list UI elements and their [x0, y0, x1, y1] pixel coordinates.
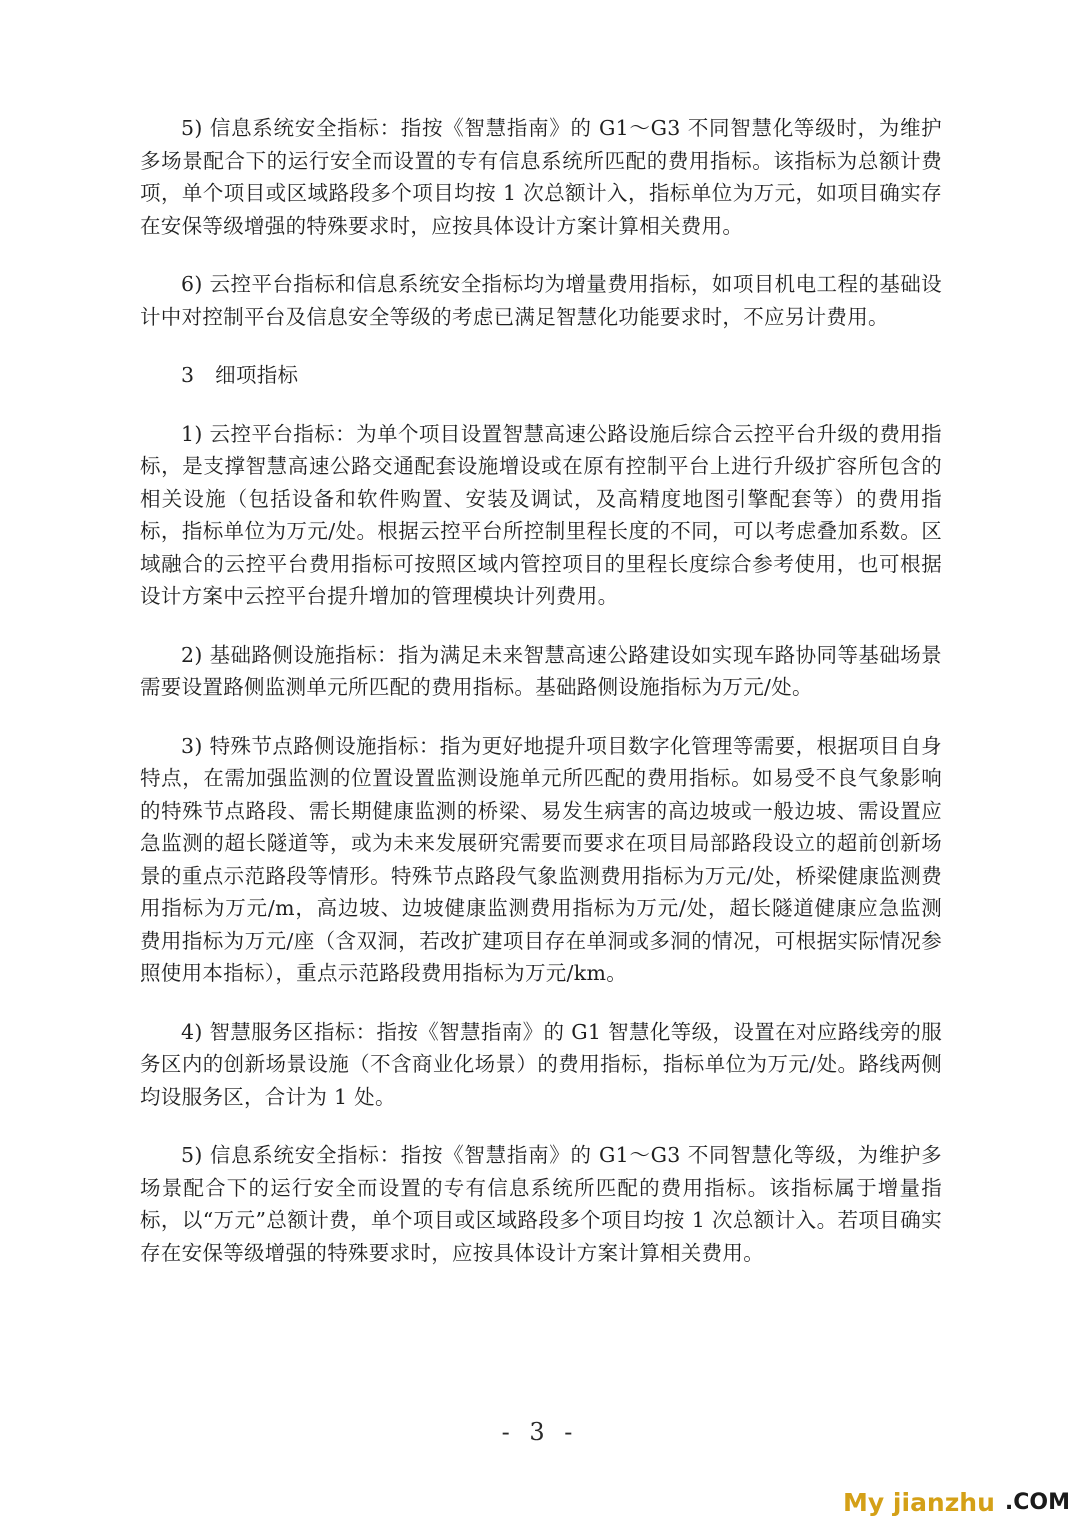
detail-item-cloud-platform: 1) 云控平台指标：为单个项目设置智慧高速公路设施后综合云控平台升级的费用指标，是支撑智慧高速公路交通配套设施增设或在原有控制平台上进行升级扩容所包含的相关设施（包括设备和软件购置、安装及调试，及高精度地图引擎配套等）的费用指标，指标单位为万元/处。根据云控平台所控制里程长度的不同，可以考虑叠加系数。区域融合的云控平台费用指标可按照区域内管控项目的里程长度综合参考使用，也可根据设计方案中云控平台提升增加的管理模块计列费用。 [140, 421, 942, 608]
page-number: - 3 - [501, 1418, 579, 1446]
detail-item-info-security: 5) 信息系统安全指标：指按《智慧指南》的 G1～G3 不同智慧化等级，为维护多场景配合下的运行安全而设置的专有信息系统所匹配的费用指标。该指标属于增量指标，以“万元”总额计费，单个项目或区域路段多个项目均按 1 次总额计入。若项目确实存在安保等级增强的特殊要求时，应按具体设计方案计算相关费用。 [140, 1143, 942, 1265]
section-heading-detail-indices: 3 细项指标 [181, 363, 299, 387]
paragraph-info-security-index: 5) 信息系统安全指标：指按《智慧指南》的 G1～G3 不同智慧化等级时，为维护多场景配合下的运行安全而设置的专有信息系统所匹配的费用指标。该指标为总额计费项，单个项目或区域路段多个项目均按 1 次总额计入，指标单位为万元，如项目确实存在安保等级增强的特殊要求时，应按具体设计方案计算相关费用。 [140, 116, 942, 238]
document-body [140, 112, 942, 1295]
watermark-logo [843, 1487, 1070, 1519]
paragraph-incremental-cost-note: 6) 云控平台指标和信息系统安全指标均为增量费用指标，如项目机电工程的基础设计中对控制平台及信息安全等级的考虑已满足智慧化功能要求时，不应另计费用。 [140, 272, 942, 329]
watermark-suffix: .COM [1004, 1490, 1070, 1515]
detail-item-special-node-facilities: 3) 特殊节点路侧设施指标：指为更好地提升项目数字化管理等需要，根据项目自身特点，在需加强监测的位置设置监测设施单元所匹配的费用指标。如易受不良气象影响的特殊节点路段、需长期健康监测的桥梁、易发生病害的高边坡或一般边坡、需设置应急监测的超长隧道等，或为未来发展研究需要而要求在项目局部路段设立的超前创新场景的重点示范路段等情形。特殊节点路段气象监测费用指标为万元/处，桥梁健康监测费用指标为万元/m，高边坡、边坡健康监测费用指标为万元/处，超长隧道健康应急监测费用指标为万元/座（含双洞，若改扩建项目存在单洞或多洞的情况，可根据实际情况参照使用本指标），重点示范路段费用指标为万元/km。 [140, 733, 942, 985]
detail-item-roadside-facilities: 2) 基础路侧设施指标：指为满足未来智慧高速公路建设如实现车路协同等基础场景需要设置路侧监测单元所匹配的费用指标。基础路侧设施指标为万元/处。 [140, 642, 942, 699]
watermark-brand: My jianzhu [843, 1488, 995, 1517]
detail-item-smart-service-area: 4) 智慧服务区指标：指按《智慧指南》的 G1 智慧化等级，设置在对应路线旁的服务区内的创新场景设施（不含商业化场景）的费用指标，指标单位为万元/处。路线两侧均设服务区，合计为 1 处。 [140, 1019, 942, 1109]
